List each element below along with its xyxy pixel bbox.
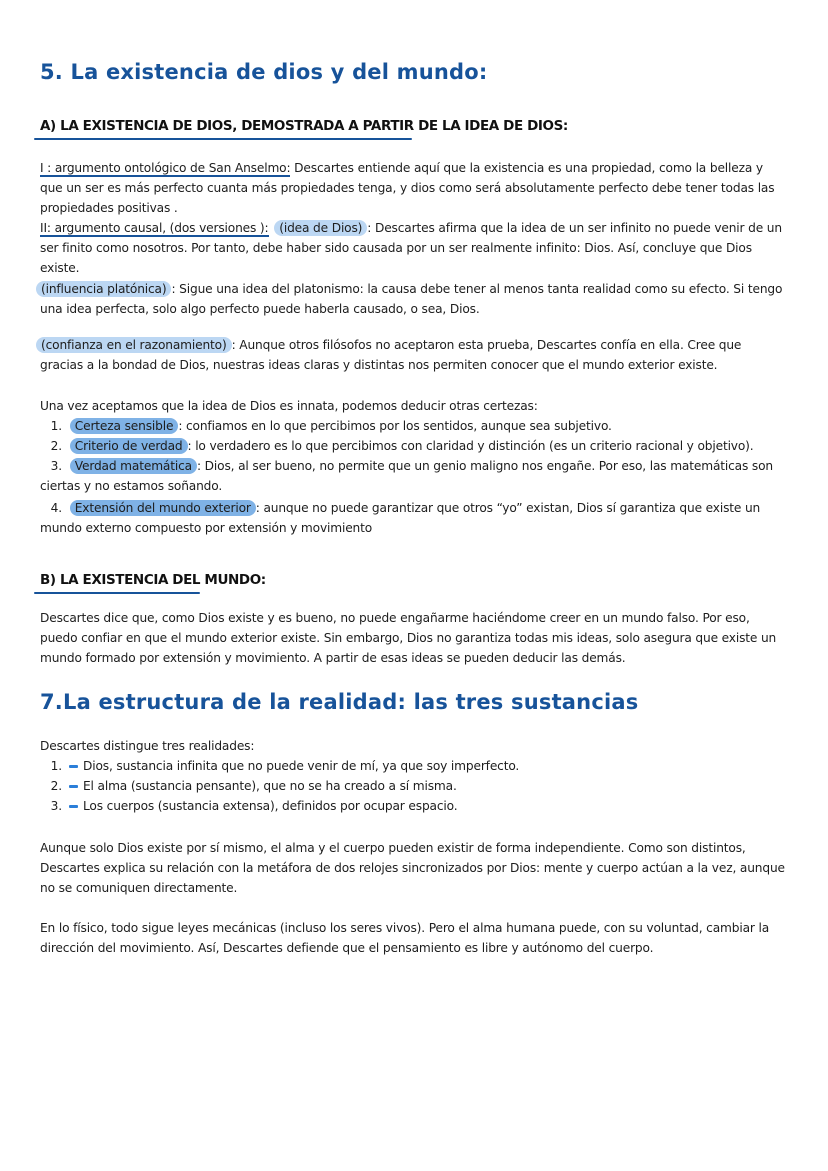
paragraph-confianza-razonamiento [40, 335, 788, 375]
highlight-certeza-sensible: Certeza sensible [70, 418, 179, 434]
list-number: 1. [50, 419, 62, 433]
list-item-verdad-matematica [40, 456, 788, 496]
label-argumento-ontologico: I : argumento ontológico de San Anselmo: [40, 161, 291, 175]
list-text: Dios, sustancia infinita que no puede venir de mí, ya que soy imperfecto. [83, 759, 520, 773]
highlight-verdad-matematica: Verdad matemática [70, 458, 197, 474]
subheading-a-underline [34, 138, 412, 140]
highlight-extension-mundo: Extensión del mundo exterior [70, 500, 256, 516]
paragraph-argumento-ontologico [40, 158, 788, 218]
list-text: : lo verdadero es lo que percibimos con claridad y distinción (es un criterio racional y objetivo). [187, 439, 754, 453]
list-item-dios [40, 756, 788, 776]
list-text: : confiamos en lo que percibimos por los sentidos, aunque sea subjetivo. [178, 419, 612, 433]
list-item-cuerpos [40, 796, 788, 816]
highlight-confianza-razonamiento: (confianza en el razonamiento) [36, 337, 232, 353]
paragraph-influencia-platonica [40, 279, 788, 319]
list-text: El alma (sustancia pensante), que no se ha creado a sí misma. [83, 779, 457, 793]
list-text: Los cuerpos (sustancia extensa), definidos por ocupar espacio. [83, 799, 458, 813]
section-7-title: 7.La estructura de la realidad: las tres sustancias [40, 690, 639, 714]
highlight-criterio-verdad: Criterio de verdad [70, 438, 188, 454]
paragraph-existencia-mundo: Descartes dice que, como Dios existe y es bueno, no puede engañarme haciéndome creer en un mundo falso. Por eso, puedo confiar en que el mundo exterior existe. Sin embargo, Dios no garantiza todas mis ideas, solo asegura que existe un mundo formado por extensión y movimiento. A partir de esas ideas se pueden deducir las demás. [40, 611, 777, 665]
list-item-certeza-sensible [40, 416, 788, 436]
list-number: 3. [50, 799, 62, 813]
paragraph-argumento-causal [40, 218, 788, 278]
list-item-extension-mundo [40, 498, 788, 538]
text-argumento-causal: : Descartes afirma que la idea de un ser infinito no puede venir de un ser finito como nosotros. Por tanto, debe haber sido causada por un ser realmente infinito: Dios. Así, concluye que Dios existe. [40, 221, 782, 275]
subheading-b: B) LA EXISTENCIA DEL MUNDO: [40, 572, 266, 588]
dash-icon [69, 785, 78, 788]
highlight-influencia-platonica: (influencia platónica) [36, 281, 171, 297]
list-number: 1. [50, 759, 62, 773]
certezas-intro: Una vez aceptamos que la idea de Dios es innata, podemos deducir otras certezas: [40, 399, 538, 413]
paragraph-leyes-mecanicas: En lo físico, todo sigue leyes mecánicas (incluso los seres vivos). Pero el alma humana puede, con su voluntad, cambiar la dirección del movimiento. Así, Descartes defiende que el pensamiento es libre y autónomo del cuerpo. [40, 921, 770, 955]
highlight-idea-de-dios: (idea de Dios) [274, 220, 367, 236]
text-confianza-razonamiento: : Aunque otros filósofos no aceptaron esta prueba, Descartes confía en ella. Cree que gracias a la bondad de Dios, nuestras ideas claras y distintas nos permiten conocer que el mundo exterior existe. [40, 338, 742, 372]
paragraph-relojes: Aunque solo Dios existe por sí mismo, el alma y el cuerpo pueden existir de forma independiente. Como son distintos, Descartes explica su relación con la metáfora de dos relojes sincronizados por Dios: mente y cuerpo actúan a la vez, aunque no se comuniquen directamente. [40, 841, 785, 895]
list-number: 4. [50, 501, 62, 515]
subheading-b-underline [34, 592, 200, 594]
dash-icon [69, 765, 78, 768]
list-number: 2. [50, 779, 62, 793]
text-argumento-ontologico: Descartes entiende aquí que la existencia es una propiedad, como la belleza y que un ser es más perfecto cuanta más propiedades tenga, y dios como será absolutamente perfecto debe tener todas las propiedades positivas . [40, 161, 775, 215]
list-text: : aunque no puede garantizar que otros “yo” existan, Dios sí garantiza que existe un mundo externo compuesto por extensión y movimiento [40, 501, 761, 535]
list-number: 2. [50, 439, 62, 453]
section-5-title: 5. La existencia de dios y del mundo: [40, 60, 488, 84]
dash-icon [69, 805, 78, 808]
paragraph-certezas [40, 396, 788, 538]
subheading-a: A) LA EXISTENCIA DE DIOS, DEMOSTRADA A PARTIR DE LA IDEA DE DIOS: [40, 118, 568, 134]
list-item-criterio-verdad [40, 436, 788, 456]
text-influencia-platonica: : Sigue una idea del platonismo: la causa debe tener al menos tanta realidad como su efecto. Si tengo una idea perfecta, solo algo perfecto puede haberla causado, o sea, Dios. [40, 282, 783, 316]
list-item-alma [40, 776, 788, 796]
paragraph-tres-realidades [40, 736, 788, 816]
list-number: 3. [50, 459, 62, 473]
realidades-intro: Descartes distingue tres realidades: [40, 739, 255, 753]
list-text: : Dios, al ser bueno, no permite que un genio maligno nos engañe. Por eso, las matemáticas son ciertas y no estamos soñando. [40, 459, 774, 493]
label-argumento-causal: II: argumento causal, (dos versiones ): [40, 221, 269, 235]
